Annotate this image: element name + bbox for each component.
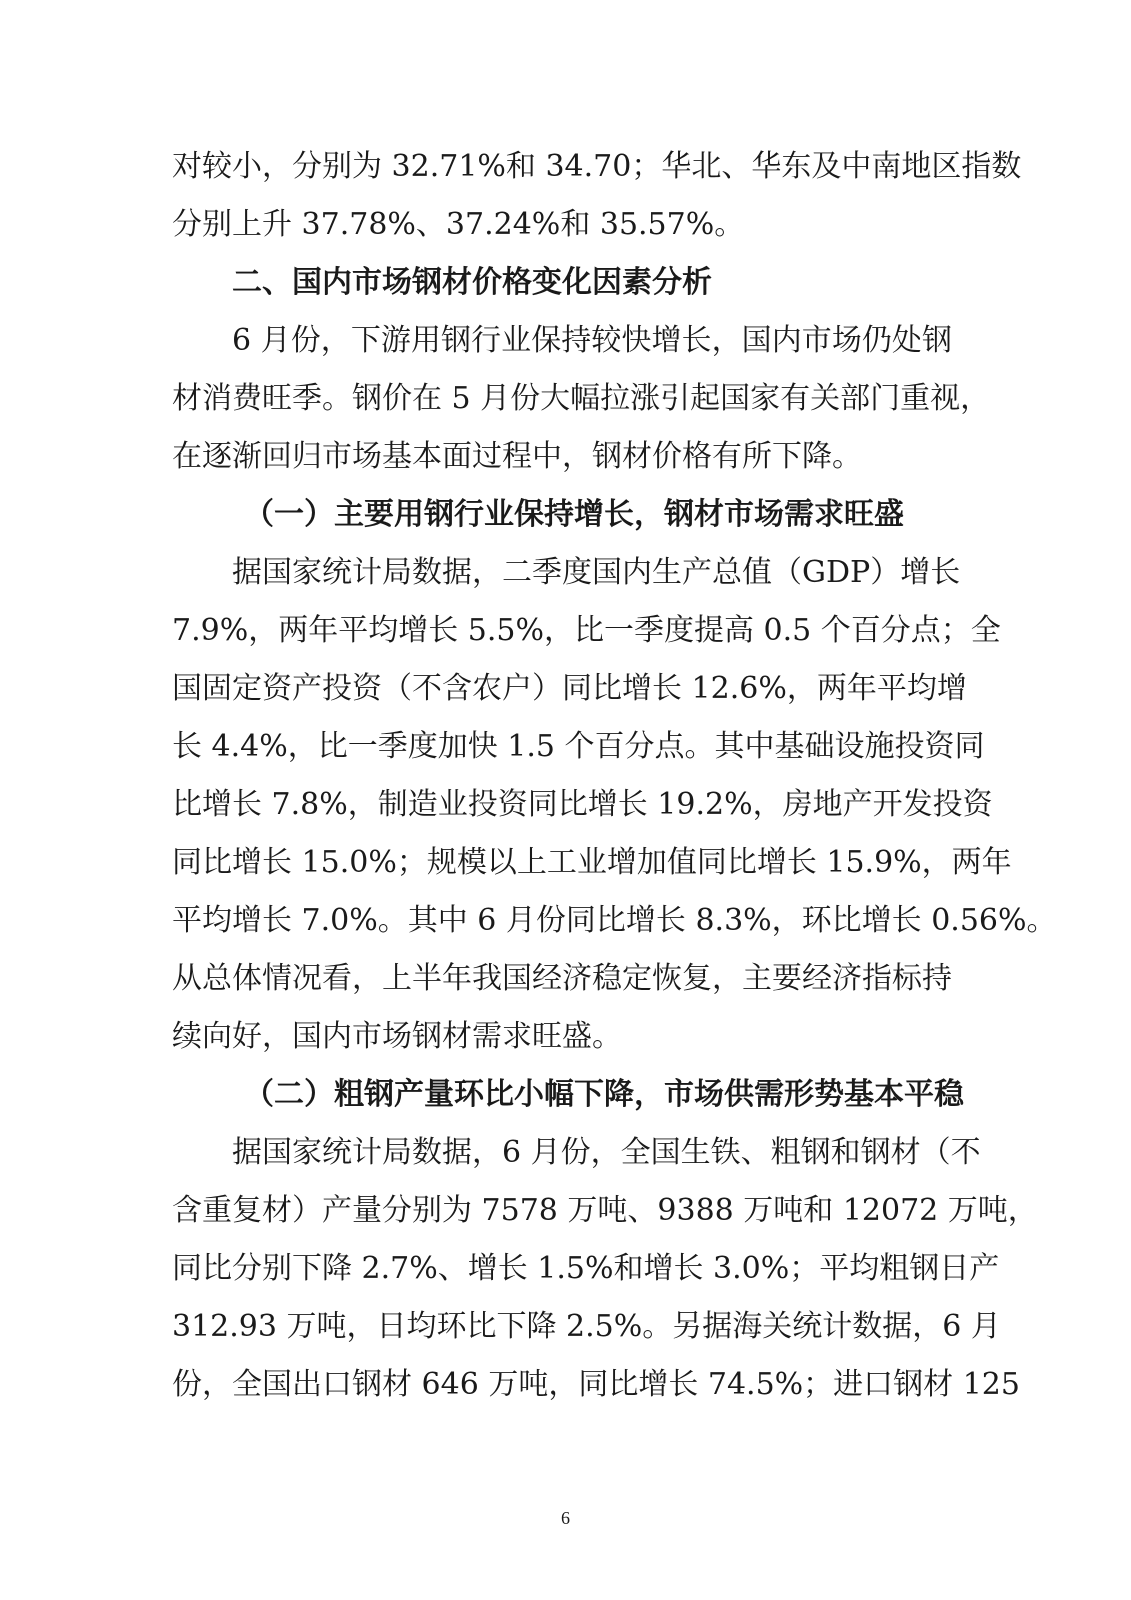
paragraph-line: 从总体情况看，上半年我国经济稳定恢复，主要经济指标持 — [172, 961, 952, 996]
section-heading: 二、国内市场钢材价格变化因素分析 — [232, 265, 712, 300]
paragraph-line: 材消费旺季。钢价在 5 月份大幅拉涨引起国家有关部门重视， — [172, 381, 991, 416]
paragraph-line: 同比增长 15.0%；规模以上工业增加值同比增长 15.9%，两年 — [172, 845, 1012, 880]
paragraph-line: 平均增长 7.0%。其中 6 月份同比增长 8.3%，环比增长 0.56%。 — [172, 903, 1057, 938]
paragraph-line: 据国家统计局数据，二季度国内生产总值（GDP）增长 — [232, 555, 961, 590]
paragraph-line: 分别上升 37.78%、37.24%和 35.57%。 — [172, 207, 745, 242]
document-page — [172, 138, 1057, 1414]
paragraph-line: 对较小，分别为 32.71%和 34.70；华北、华东及中南地区指数 — [172, 149, 1022, 184]
paragraph-line: 据国家统计局数据，6 月份，全国生铁、粗钢和钢材（不 — [232, 1135, 981, 1170]
paragraph-line: 6 月份，下游用钢行业保持较快增长，国内市场仍处钢 — [232, 323, 952, 358]
paragraph-line: 在逐渐回归市场基本面过程中，钢材价格有所下降。 — [172, 439, 862, 474]
paragraph-line: 312.93 万吨，日均环比下降 2.5%。另据海关统计数据，6 月 — [172, 1309, 1001, 1344]
paragraph-line: 长 4.4%，比一季度加快 1.5 个百分点。其中基础设施投资同 — [172, 729, 985, 764]
page-number: 6 — [561, 1508, 570, 1528]
paragraph-line: 比增长 7.8%，制造业投资同比增长 19.2%，房地产开发投资 — [172, 787, 993, 822]
paragraph-line: 同比分别下降 2.7%、增长 1.5%和增长 3.0%；平均粗钢日产 — [172, 1251, 1000, 1286]
paragraph-line: 国固定资产投资（不含农户）同比增长 12.6%，两年平均增 — [172, 671, 967, 706]
subsection-heading: （二）粗钢产量环比小幅下降，市场供需形势基本平稳 — [244, 1077, 964, 1112]
paragraph-line: 份，全国出口钢材 646 万吨，同比增长 74.5%；进口钢材 125 — [172, 1367, 1020, 1402]
subsection-heading: （一）主要用钢行业保持增长，钢材市场需求旺盛 — [244, 497, 904, 532]
paragraph-line: 7.9%，两年平均增长 5.5%，比一季度提高 0.5 个百分点；全 — [172, 613, 1001, 648]
paragraph-line: 续向好，国内市场钢材需求旺盛。 — [172, 1019, 622, 1054]
paragraph-line: 含重复材）产量分别为 7578 万吨、9388 万吨和 12072 万吨， — [172, 1193, 1038, 1228]
